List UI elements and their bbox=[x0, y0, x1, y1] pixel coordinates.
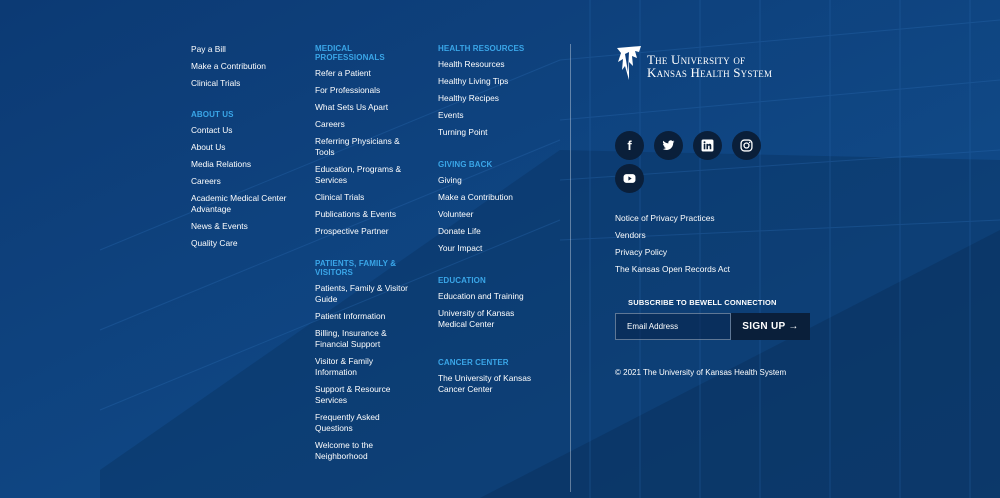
link-your-impact[interactable]: Your Impact bbox=[438, 243, 483, 253]
email-address-input[interactable] bbox=[615, 313, 731, 340]
link-about-us[interactable]: About Us bbox=[191, 142, 226, 152]
education-heading: EDUCATION bbox=[438, 276, 486, 285]
quick-links-group bbox=[191, 44, 303, 89]
footer-column-3 bbox=[438, 44, 556, 408]
education-group bbox=[438, 276, 556, 330]
link-healthy-recipes[interactable]: Healthy Recipes bbox=[438, 93, 499, 103]
link-support-resource-services[interactable]: Support & Resource Services bbox=[315, 384, 391, 405]
link-ku-medical-center[interactable]: University of Kansas Medical Center bbox=[438, 308, 515, 329]
link-notice-of-privacy-practices[interactable]: Notice of Privacy Practices bbox=[615, 213, 715, 223]
logo-line-1: The University of bbox=[647, 52, 746, 67]
link-pay-a-bill[interactable]: Pay a Bill bbox=[191, 44, 226, 54]
link-ku-cancer-center[interactable]: The University of Kansas Cancer Center bbox=[438, 373, 532, 394]
about-us-heading: ABOUT US bbox=[191, 110, 234, 119]
link-clinical-trials-professionals[interactable]: Clinical Trials bbox=[315, 192, 365, 202]
subscribe-label: SUBSCRIBE TO BEWELL CONNECTION bbox=[628, 298, 777, 307]
cancer-center-group bbox=[438, 358, 556, 395]
link-careers-professionals[interactable]: Careers bbox=[315, 119, 345, 129]
link-refer-a-patient[interactable]: Refer a Patient bbox=[315, 68, 371, 78]
link-academic-medical-center-advantage[interactable]: Academic Medical Center Advantage bbox=[191, 193, 287, 214]
link-clinical-trials[interactable]: Clinical Trials bbox=[191, 78, 241, 88]
health-resources-heading: HEALTH RESOURCES bbox=[438, 44, 525, 53]
linkedin-button[interactable] bbox=[693, 131, 722, 160]
link-contact-us[interactable]: Contact Us bbox=[191, 125, 233, 135]
legal-links bbox=[615, 213, 730, 281]
link-frequently-asked-questions[interactable]: Frequently Asked Questions bbox=[315, 412, 380, 433]
link-make-a-contribution[interactable]: Make a Contribution bbox=[191, 61, 266, 71]
instagram-icon bbox=[740, 139, 753, 152]
copyright-text: © 2021 The University of Kansas Health System bbox=[615, 368, 787, 377]
link-events[interactable]: Events bbox=[438, 110, 464, 120]
link-turning-point[interactable]: Turning Point bbox=[438, 127, 488, 137]
link-referring-physicians-tools[interactable]: Referring Physicians & Tools bbox=[315, 136, 400, 157]
link-kansas-open-records-act[interactable]: The Kansas Open Records Act bbox=[615, 264, 730, 274]
link-what-sets-us-apart[interactable]: What Sets Us Apart bbox=[315, 102, 389, 112]
logo-wordmark bbox=[647, 53, 772, 79]
twitter-icon bbox=[662, 139, 675, 152]
link-welcome-to-the-neighborhood[interactable]: Welcome to the Neighborhood bbox=[315, 440, 374, 461]
link-publications-events[interactable]: Publications & Events bbox=[315, 209, 397, 219]
logo-line-2: Kansas Health System bbox=[647, 65, 773, 80]
link-volunteer[interactable]: Volunteer bbox=[438, 209, 474, 219]
link-quality-care[interactable]: Quality Care bbox=[191, 238, 238, 248]
social-links bbox=[615, 131, 785, 197]
medical-professionals-group bbox=[315, 44, 427, 237]
about-us-group bbox=[191, 110, 303, 249]
instagram-button[interactable] bbox=[732, 131, 761, 160]
link-prospective-partner[interactable]: Prospective Partner bbox=[315, 226, 389, 236]
column-divider bbox=[570, 44, 571, 492]
patients-family-visitors-group bbox=[315, 259, 427, 462]
link-make-a-contribution-giving[interactable]: Make a Contribution bbox=[438, 192, 513, 202]
link-education-programs-services[interactable]: Education, Programs & Services bbox=[315, 164, 402, 185]
linkedin-icon bbox=[701, 139, 714, 152]
youtube-button[interactable] bbox=[615, 164, 644, 193]
link-news-events[interactable]: News & Events bbox=[191, 221, 248, 231]
link-privacy-policy[interactable]: Privacy Policy bbox=[615, 247, 668, 257]
link-patients-family-visitor-guide[interactable]: Patients, Family & Visitor Guide bbox=[315, 283, 408, 304]
cancer-center-heading: CANCER CENTER bbox=[438, 358, 509, 367]
sign-up-button[interactable]: SIGN UP → bbox=[731, 313, 810, 340]
link-billing-insurance-financial-support[interactable]: Billing, Insurance & Financial Support bbox=[315, 328, 387, 349]
link-careers[interactable]: Careers bbox=[191, 176, 221, 186]
jayhawk-flame-logo-icon bbox=[615, 44, 643, 84]
footer-column-2 bbox=[315, 44, 427, 475]
footer-column-1 bbox=[191, 44, 303, 262]
link-vendors[interactable]: Vendors bbox=[615, 230, 646, 240]
subscribe-form bbox=[615, 313, 810, 340]
link-giving[interactable]: Giving bbox=[438, 175, 462, 185]
link-visitor-family-information[interactable]: Visitor & Family Information bbox=[315, 356, 374, 377]
facebook-button[interactable] bbox=[615, 131, 644, 160]
link-for-professionals[interactable]: For Professionals bbox=[315, 85, 381, 95]
giving-back-heading: GIVING BACK bbox=[438, 160, 493, 169]
link-education-and-training[interactable]: Education and Training bbox=[438, 291, 524, 301]
youtube-icon bbox=[623, 172, 636, 185]
health-resources-group bbox=[438, 44, 556, 138]
giving-back-group bbox=[438, 160, 556, 254]
link-healthy-living-tips[interactable]: Healthy Living Tips bbox=[438, 76, 509, 86]
link-donate-life[interactable]: Donate Life bbox=[438, 226, 481, 236]
link-media-relations[interactable]: Media Relations bbox=[191, 159, 252, 169]
link-health-resources[interactable]: Health Resources bbox=[438, 59, 505, 69]
facebook-icon: f bbox=[627, 138, 632, 153]
twitter-button[interactable] bbox=[654, 131, 683, 160]
medical-professionals-heading: MEDICAL PROFESSIONALS bbox=[315, 44, 385, 62]
health-system-logo[interactable] bbox=[615, 44, 772, 84]
link-patient-information[interactable]: Patient Information bbox=[315, 311, 386, 321]
patients-family-visitors-heading: PATIENTS, FAMILY & VISITORS bbox=[315, 259, 397, 277]
